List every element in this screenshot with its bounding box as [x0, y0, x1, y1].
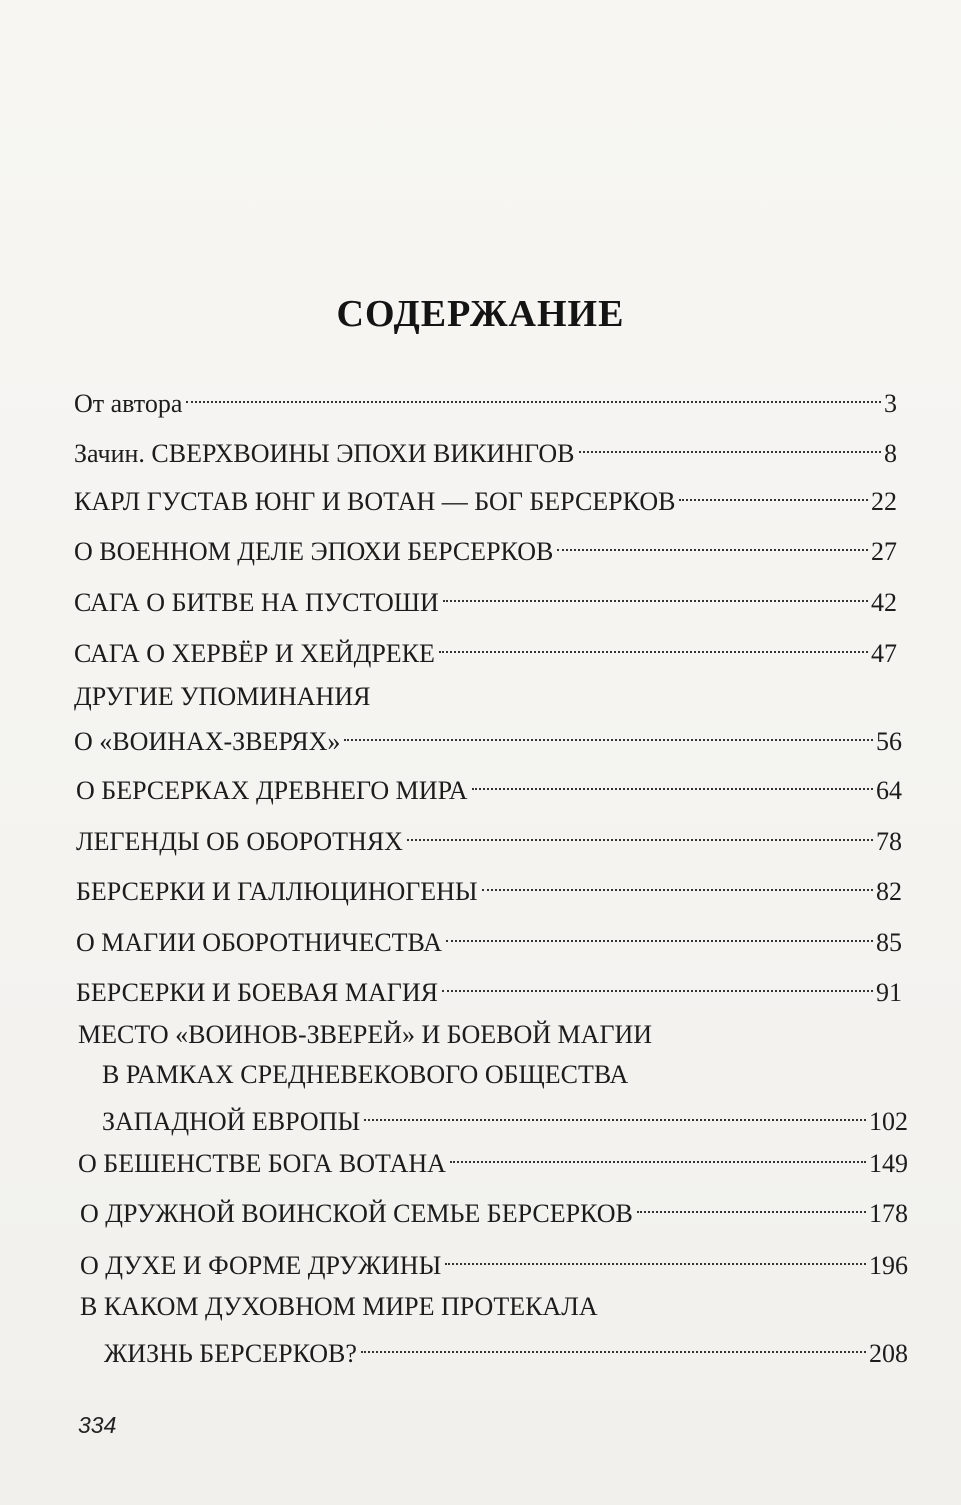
toc-entry-title: САГА О БИТВЕ НА ПУСТОШИ — [74, 588, 439, 617]
dot-leader — [364, 1096, 866, 1130]
toc-entry-title-continued: В РАМКАХ СРЕДНЕВЕКОВОГО ОБЩЕСТВА — [102, 1060, 629, 1089]
toc-entry-title: Зачин. СВЕРХВОИНЫ ЭПОХИ ВИКИНГОВ — [74, 439, 575, 468]
toc-entry — [74, 378, 897, 421]
dot-leader — [579, 428, 882, 462]
toc-entry-title: МЕСТО «ВОИНОВ-ЗВЕРЕЙ» И БОЕВОЙ МАГИИ — [78, 1020, 653, 1049]
toc-entry — [76, 967, 902, 1010]
toc-page-number: 82 — [876, 877, 902, 906]
toc-entry — [80, 1290, 908, 1371]
toc-entry — [74, 680, 902, 759]
toc-page-number: 85 — [876, 928, 902, 957]
toc-entry-title: От автора — [74, 389, 183, 418]
page-number-folio: 334 — [78, 1412, 117, 1438]
dot-leader — [361, 1328, 866, 1362]
toc-page-number: 56 — [876, 727, 902, 756]
toc-entry-title: О ВОЕННОМ ДЕЛЕ ЭПОХИ БЕРСЕРКОВ — [74, 537, 554, 566]
toc-page-number: 3 — [884, 389, 897, 418]
toc-entry-title: В КАКОМ ДУХОВНОМ МИРЕ ПРОТЕКАЛА — [80, 1292, 598, 1321]
dot-leader — [445, 1240, 866, 1274]
toc-entry-title: БЕРСЕРКИ И ГАЛЛЮЦИНОГЕНЫ — [76, 877, 478, 906]
toc-entry-title: О БЕШЕНСТВЕ БОГА ВОТАНА — [78, 1149, 446, 1178]
toc-entry-title: ЛЕГЕНДЫ ОБ ОБОРОТНЯХ — [76, 827, 403, 856]
dot-leader — [407, 816, 873, 850]
toc-entry — [80, 1188, 908, 1231]
dot-leader — [442, 967, 873, 1001]
toc-entry — [74, 628, 897, 671]
toc-entry-title: БЕРСЕРКИ И БОЕВАЯ МАГИЯ — [76, 978, 438, 1007]
toc-page-number: 47 — [871, 639, 897, 668]
toc-entry — [74, 526, 897, 569]
toc-page-number: 91 — [876, 978, 902, 1007]
toc-entry-title: О ДУХЕ И ФОРМЕ ДРУЖИНЫ — [80, 1251, 442, 1280]
toc-entry-title: О ДРУЖНОЙ ВОИНСКОЙ СЕМЬЕ БЕРСЕРКОВ — [80, 1199, 633, 1228]
dot-leader — [344, 716, 873, 750]
dot-leader — [443, 577, 868, 611]
dot-leader — [186, 378, 881, 412]
toc-entry — [78, 1138, 908, 1181]
toc-entry-title: САГА О ХЕРВЁР И ХЕЙДРЕКЕ — [74, 639, 435, 668]
toc-page-number: 42 — [871, 588, 897, 617]
toc-entry-title-continued: О «ВОИНАХ-ЗВЕРЯХ» — [74, 727, 341, 756]
toc-entry — [76, 765, 902, 808]
dot-leader — [450, 1138, 866, 1172]
page-title: СОДЕРЖАНИЕ — [336, 293, 625, 335]
toc-entry — [74, 577, 897, 620]
toc-page-number: 149 — [869, 1149, 908, 1178]
toc-page-number: 178 — [869, 1199, 908, 1228]
toc-page-number: 8 — [884, 439, 897, 468]
toc-entry — [76, 917, 902, 960]
toc-entry — [74, 428, 897, 471]
toc-entry — [78, 1018, 908, 1139]
toc-entry-title: О БЕРСЕРКАХ ДРЕВНЕГО МИРА — [76, 776, 468, 805]
toc-page-number: 78 — [876, 827, 902, 856]
toc-entry-title: ДРУГИЕ УПОМИНАНИЯ — [74, 682, 371, 711]
dot-leader — [637, 1188, 866, 1222]
toc-entry — [76, 866, 902, 909]
toc-entry — [76, 816, 902, 859]
toc-entry-title-continued: ЗАПАДНОЙ ЕВРОПЫ — [102, 1107, 361, 1136]
toc-page-number: 27 — [871, 537, 897, 566]
toc-entry-title-continued: ЖИЗНЬ БЕРСЕРКОВ? — [104, 1339, 357, 1368]
toc-page-number: 208 — [869, 1339, 908, 1368]
toc-entry-title: О МАГИИ ОБОРОТНИЧЕСТВА — [76, 928, 443, 957]
dot-leader — [439, 628, 868, 662]
dot-leader — [679, 476, 868, 510]
dot-leader — [482, 866, 873, 900]
dot-leader — [557, 526, 868, 560]
toc-page-number: 64 — [876, 776, 902, 805]
toc-entry-title: КАРЛ ГУСТАВ ЮНГ И ВОТАН — БОГ БЕРСЕРКОВ — [74, 487, 676, 516]
toc-entry — [80, 1240, 908, 1283]
dot-leader — [472, 765, 874, 799]
toc-page-number: 22 — [871, 487, 897, 516]
toc-page-number: 196 — [869, 1251, 908, 1280]
toc-page-number: 102 — [869, 1107, 908, 1136]
dot-leader — [446, 917, 873, 951]
toc-entry — [74, 476, 897, 519]
